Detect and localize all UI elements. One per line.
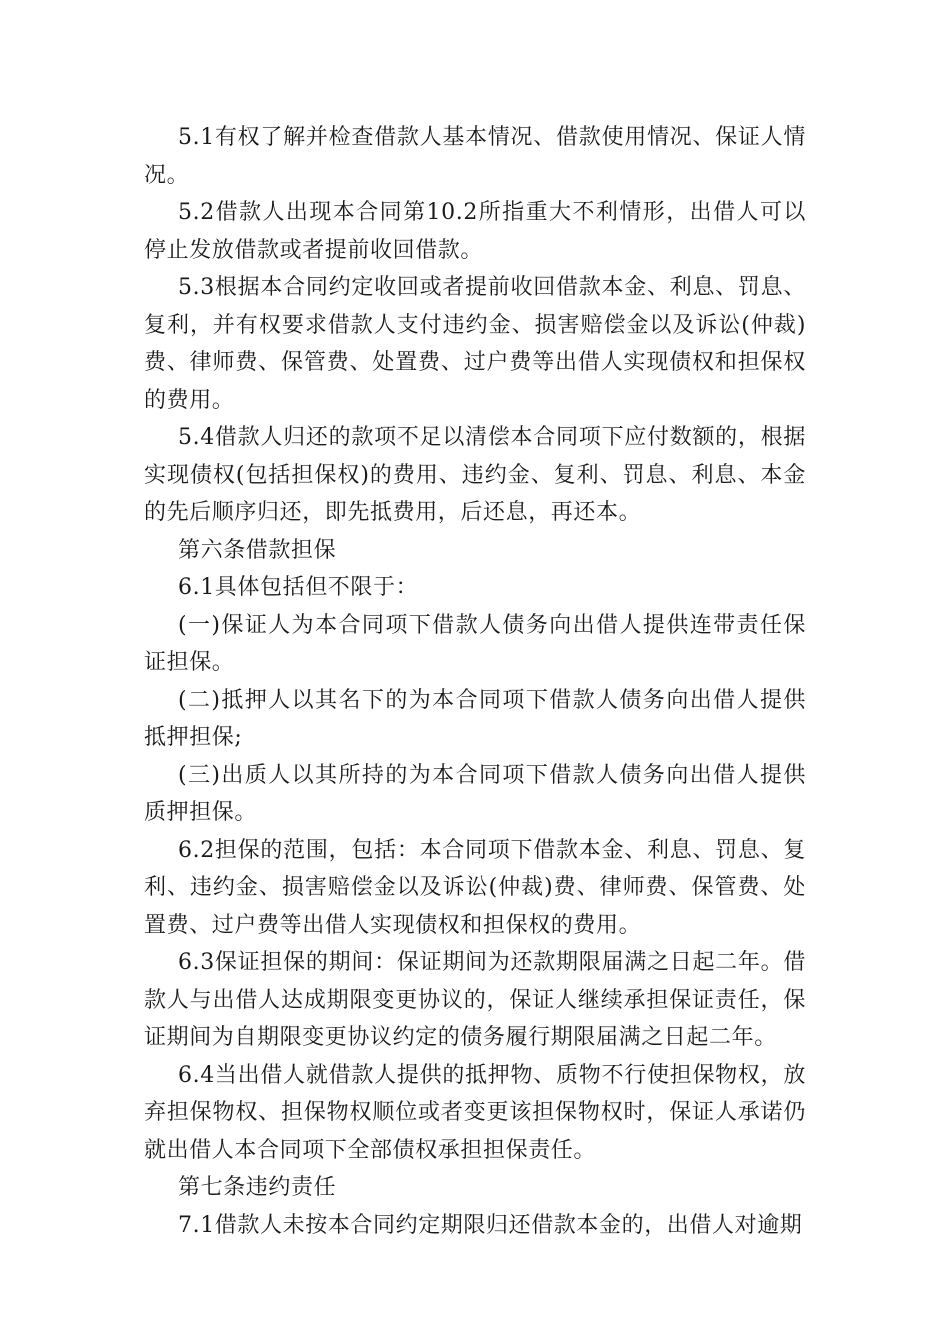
- clause-6-2: 6.2担保的范围，包括：本合同项下借款本金、利息、罚息、复利、违约金、损害赔偿金以及诉讼(仲裁)费、律师费、保管费、处置费、过户费等出借人实现债权和担保权的费用。: [144, 837, 806, 938]
- clause-5-4: 5.4借款人归还的款项不足以清偿本合同项下应付数额的，根据实现债权(包括担保权)的费用、违约金、复利、罚息、利息、本金的先后顺序归还，即先抵费用，后还息，再还本。: [144, 425, 806, 525]
- clause-5-2: 5.2借款人出现本合同第10.2所指重大不利情形，出借人可以停止发放借款或者提前收回借款。: [144, 200, 806, 263]
- clause-6-1-item-1: (一)保证人为本合同项下借款人债务向出借人提供连带责任保证担保。: [144, 612, 806, 675]
- clause-6-1: 6.1具体包括但不限于：: [178, 575, 419, 600]
- clause-7-1: 7.1借款人未按本合同约定期限归还借款本金的，出借人对逾期: [178, 1212, 803, 1238]
- contract-text-body: [144, 119, 806, 1244]
- clause-5-1: 5.1有权了解并检查借款人基本情况、借款使用情况、保证人情况。: [144, 125, 806, 188]
- clause-5-3: 5.3根据本合同约定收回或者提前收回借款本金、利息、罚息、复利，并有权要求借款人支付违约金、损害赔偿金以及诉讼(仲裁)费、律师费、保管费、处置费、过户费等出借人实现债权和担保权的费用。: [144, 275, 806, 413]
- clause-6-4: 6.4当出借人就借款人提供的抵押物、质物不行使担保物权，放弃担保物权、担保物权顺位或者变更该担保物权时，保证人承诺仍就出借人本合同项下全部债权承担担保责任。: [144, 1062, 806, 1163]
- clause-6-1-item-3: (三)出质人以其所持的为本合同项下借款人债务向出借人提供质押担保。: [144, 762, 806, 825]
- article-7-heading: 第七条违约责任: [178, 1175, 337, 1200]
- article-6-heading: 第六条借款担保: [178, 537, 337, 563]
- clause-6-1-item-2: (二)抵押人以其名下的为本合同项下借款人债务向出借人提供抵押担保;: [144, 687, 806, 750]
- clause-6-3: 6.3保证担保的期间：保证期间为还款期限届满之日起二年。借款人与出借人达成期限变更协议的，保证人继续承担保证责任，保证期间为自期限变更协议约定的债务履行期限届满之日起二年。: [144, 950, 806, 1050]
